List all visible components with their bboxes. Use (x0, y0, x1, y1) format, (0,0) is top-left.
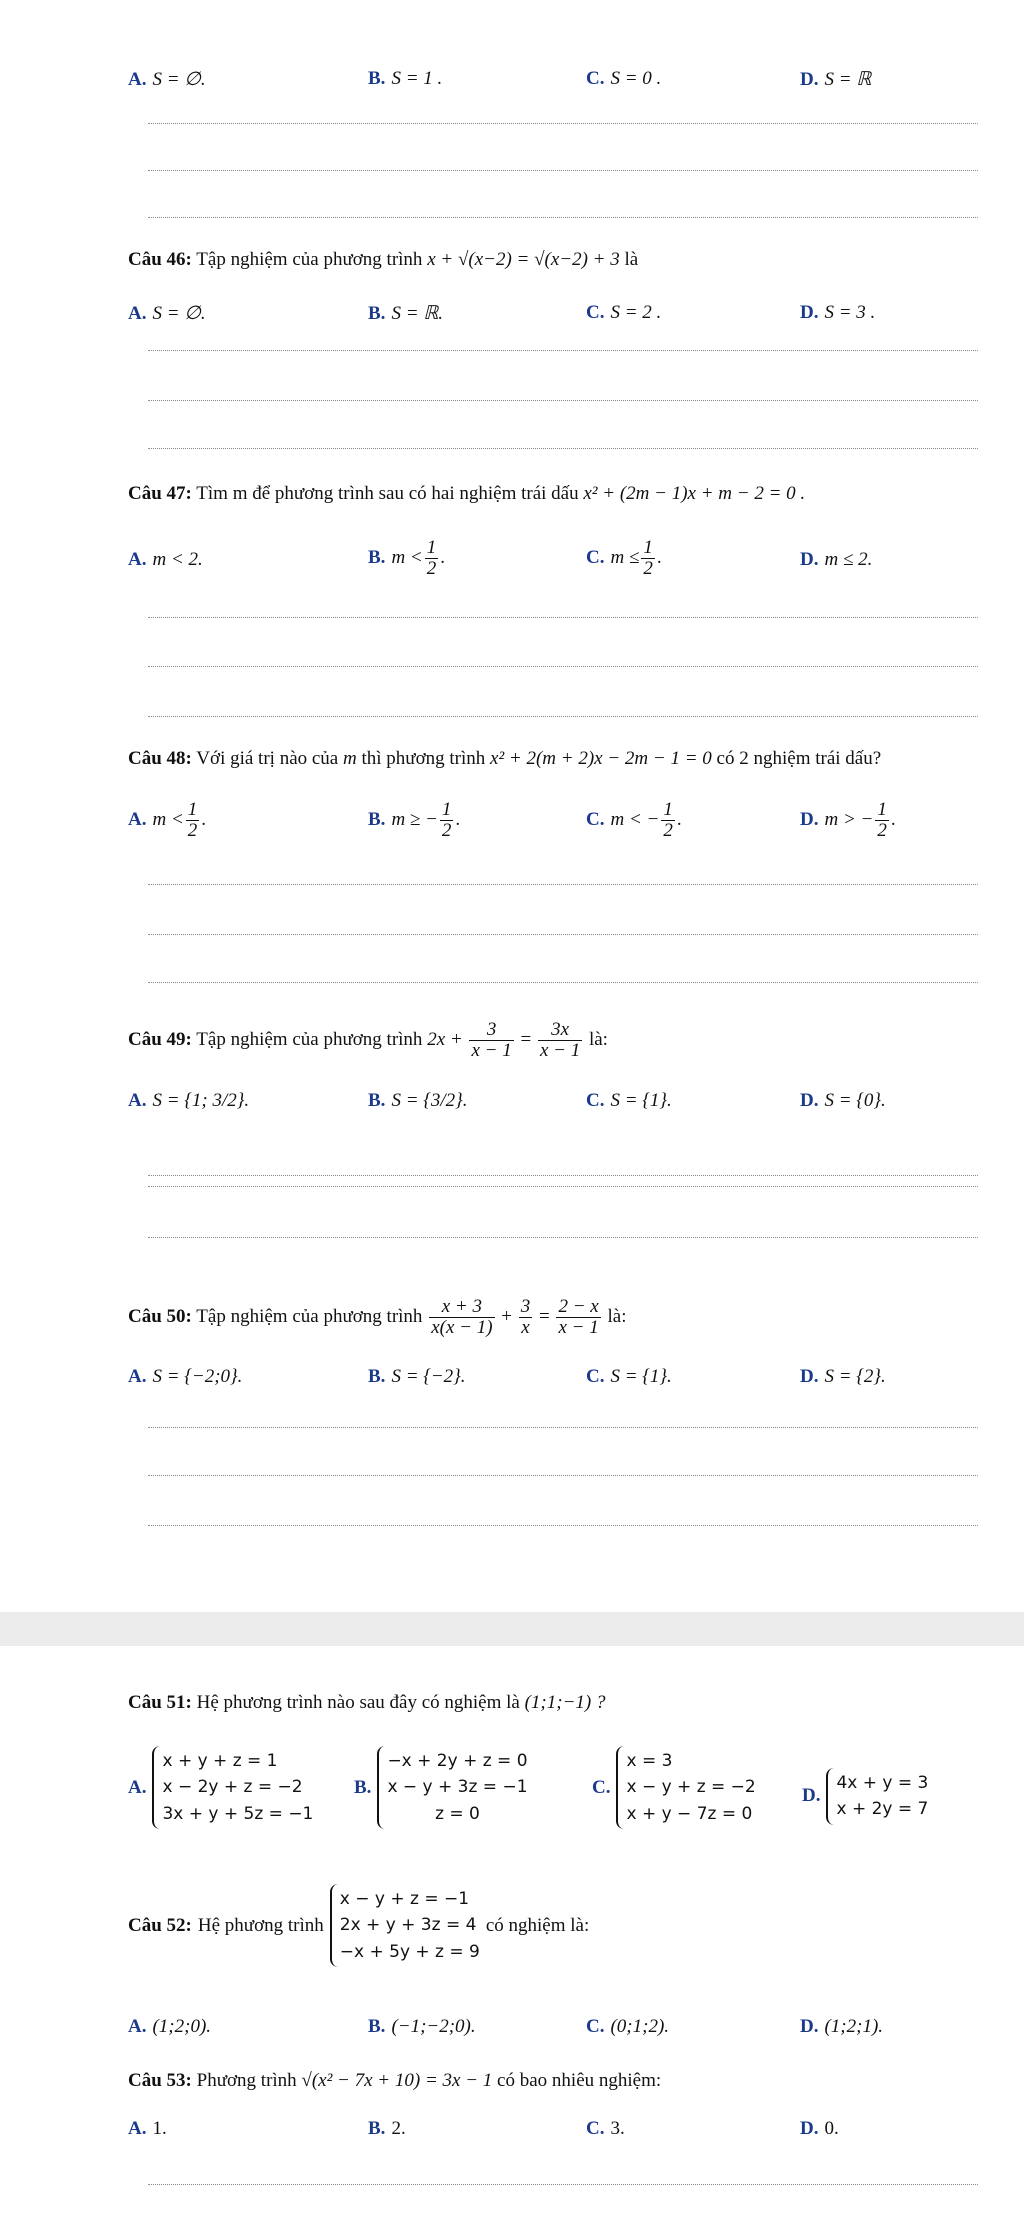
question-text: là: (588, 1028, 608, 1050)
q45-option-b[interactable] (368, 68, 442, 90)
option-label: B. (368, 1366, 386, 1387)
q51-option-c[interactable] (592, 1746, 756, 1829)
question-text: Hệ phương trình nào sau đây có nghiệm là (196, 1692, 520, 1713)
option-label: C. (586, 2016, 605, 2037)
denominator: 2 (643, 557, 653, 579)
option-text: m < 2. (152, 549, 203, 570)
answer-line (148, 884, 978, 885)
equation: −x + 5y + z = 9 (339, 1941, 480, 1962)
question-equation: √(x² − 7x + 10) = 3x − 1 (301, 2070, 493, 2091)
q50-option-a[interactable] (128, 1366, 242, 1388)
numerator: 3 (520, 1296, 531, 1317)
option-label: B. (368, 68, 386, 89)
option-label: A. (128, 1366, 147, 1387)
q47-option-a[interactable] (128, 549, 203, 571)
equation: x − y + 3z = −1 (387, 1777, 528, 1798)
equation: x − y + z = −1 (339, 1889, 470, 1909)
fraction (425, 538, 439, 579)
option-label: B. (368, 546, 386, 568)
option-label: D. (800, 2118, 819, 2139)
option-text: S = ∅. (152, 69, 206, 90)
denominator: 2 (663, 819, 673, 841)
question-text: Tập nghiệm của phương trình (196, 1305, 423, 1327)
question-text: Hệ phương trình (197, 1914, 324, 1936)
option-label: A. (128, 808, 147, 830)
question-text: có 2 nghiệm trái dấu? (716, 748, 882, 769)
denominator: x (521, 1316, 530, 1338)
q46-option-d[interactable] (800, 302, 875, 324)
answer-line (148, 1475, 978, 1476)
option-text: S = {3/2}. (391, 1090, 468, 1111)
equation: −x + 2y + z = 0 (387, 1751, 528, 1771)
numerator: 1 (426, 537, 437, 558)
question-text: Tập nghiệm của phương trình (196, 249, 423, 270)
question-equation: x² + (2m − 1)x + m − 2 = 0 . (583, 483, 806, 504)
numerator: 1 (877, 799, 887, 820)
equation-term: 2x + (427, 1028, 463, 1050)
option-text: m ≤ (610, 546, 640, 568)
option-text: S = {0}. (824, 1090, 886, 1111)
q52-option-a[interactable] (128, 2016, 211, 2038)
fraction (641, 538, 655, 579)
question-equation: x + √(x−2) = √(x−2) + 3 (427, 249, 620, 270)
option-label: C. (586, 1366, 605, 1387)
equation-system (152, 1746, 313, 1829)
question-text: Với giá trị nào của (196, 748, 339, 769)
option-label: B. (368, 2016, 386, 2037)
equation: z = 0 (435, 1803, 480, 1824)
question-text: Tìm m để phương trình sau có hai nghiệm trái dấu (196, 483, 579, 504)
numerator: 3x (538, 1020, 582, 1041)
q52-option-d[interactable] (800, 2016, 883, 2038)
answer-line (148, 123, 978, 124)
option-label: A. (128, 2016, 147, 2037)
denominator: x − 1 (539, 1039, 581, 1061)
numerator: 2 − x (558, 1296, 599, 1317)
equation: x + y − 7z = 0 (626, 1803, 753, 1824)
equation: x + 2y = 7 (836, 1799, 929, 1820)
q45-option-a[interactable] (128, 68, 206, 91)
equation: x = 3 (626, 1751, 673, 1771)
option-label: A. (128, 303, 147, 324)
option-label: C. (586, 808, 605, 830)
option-label: B. (368, 808, 386, 830)
option-label: D. (800, 808, 819, 830)
fraction (556, 1297, 600, 1338)
q47-option-d[interactable] (800, 549, 872, 571)
option-text: S = ∅. (152, 303, 206, 324)
question-text: có bao nhiêu nghiệm: (497, 2070, 662, 2091)
option-text: S = {−2}. (391, 1366, 466, 1387)
numerator: 1 (187, 799, 198, 820)
option-label: B. (368, 1090, 386, 1111)
numerator: 3 (469, 1020, 513, 1041)
fraction (469, 1020, 513, 1061)
denominator: 2 (441, 819, 452, 841)
question-variable: m (343, 748, 357, 769)
q53-option-d[interactable] (800, 2118, 839, 2140)
answer-line (148, 170, 978, 171)
option-label: D. (802, 1785, 821, 1807)
fraction (440, 800, 454, 841)
option-text: (1;2;1). (824, 2016, 884, 2037)
option-text: S = {1}. (610, 1366, 672, 1387)
question-48 (128, 748, 881, 770)
q48-option-c[interactable]: C. m < − $\frac{1}{2}$ . (586, 799, 682, 841)
equation: 2x + y + 3z = 4 (339, 1915, 477, 1936)
q48-option-a[interactable]: A. m < $\frac{1}{2}$ . (128, 799, 207, 841)
answer-line (148, 400, 978, 401)
fraction (519, 1297, 533, 1338)
question-number: Câu 53: (128, 2070, 192, 2091)
q45-option-c[interactable] (586, 68, 661, 90)
q48-option-d[interactable]: D. m > − $\frac{1}{2}$ . (800, 799, 896, 841)
question-46 (128, 249, 638, 271)
option-label: C. (586, 68, 605, 89)
option-label: B. (354, 1776, 372, 1798)
answer-line (148, 2184, 978, 2185)
option-label: C. (586, 2118, 605, 2139)
option-label: A. (128, 2118, 147, 2139)
option-text: S = {2}. (824, 1366, 886, 1387)
option-label: D. (800, 302, 819, 323)
option-label: A. (128, 549, 147, 570)
option-text: S = {−2;0}. (152, 1366, 243, 1387)
q46-option-b[interactable] (368, 302, 443, 325)
answer-line (148, 1237, 978, 1238)
fraction (429, 1297, 494, 1338)
answer-line (148, 448, 978, 449)
option-label: A. (128, 69, 147, 90)
option-text: S = {1}. (610, 1090, 672, 1111)
answer-line (148, 1186, 978, 1187)
question-number: Câu 50: (128, 1305, 192, 1327)
q46-option-c[interactable] (586, 302, 661, 324)
q53-option-c[interactable] (586, 2118, 625, 2140)
equation: x + y + z = 1 (162, 1751, 278, 1771)
numerator: x + 3 (429, 1297, 494, 1318)
question-text: Tập nghiệm của phương trình (196, 1028, 423, 1050)
equation-system (826, 1768, 928, 1825)
equals-sign: = (539, 1305, 550, 1327)
denominator: x − 1 (471, 1039, 512, 1061)
option-label: C. (586, 1090, 605, 1111)
q52-option-b[interactable] (368, 2016, 476, 2038)
option-text: 3. (610, 2118, 625, 2139)
q51-option-d[interactable] (802, 1768, 928, 1825)
fraction (875, 800, 889, 841)
answer-line (148, 217, 978, 218)
option-text: m < − (610, 808, 660, 830)
q50-option-b[interactable] (368, 1366, 466, 1388)
q47-option-b[interactable]: B. m < $\frac{1}{2}$ . (368, 537, 445, 579)
question-text: là: (607, 1305, 627, 1327)
option-text: S = ℝ (824, 69, 872, 90)
option-text: 2. (391, 2118, 406, 2139)
option-text: S = ℝ. (391, 303, 444, 324)
answer-line (148, 1525, 978, 1526)
option-label: D. (800, 1366, 819, 1387)
question-equation: x² + 2(m + 2)x − 2m − 1 = 0 (490, 748, 712, 769)
equation-system (616, 1746, 755, 1829)
denominator: 2 (426, 557, 437, 579)
equation: 3x + y + 5z = −1 (162, 1803, 314, 1824)
question-point: (1;1;−1) ? (524, 1692, 606, 1713)
q48-option-b[interactable]: B. m ≥ − $\frac{1}{2}$ . (368, 799, 461, 841)
fraction (186, 800, 200, 841)
question-text: thì phương trình (361, 748, 486, 769)
q47-option-c[interactable]: C. m ≤ $\frac{1}{2}$ . (586, 537, 662, 579)
answer-line (148, 1427, 978, 1428)
q50-option-d[interactable] (800, 1366, 886, 1388)
equation: x − 2y + z = −2 (162, 1777, 303, 1798)
question-52 (128, 1884, 589, 1967)
q45-option-d[interactable] (800, 68, 871, 91)
denominator: 2 (187, 819, 198, 841)
option-text: (0;1;2). (610, 2016, 670, 2037)
option-text: m < (152, 808, 184, 830)
question-number: Câu 48: (128, 748, 192, 769)
answer-line (148, 934, 978, 935)
option-text: m < (391, 546, 423, 568)
question-53 (128, 2070, 661, 2092)
question-text: Phương trình (196, 2070, 297, 2091)
q53-option-a[interactable] (128, 2118, 167, 2140)
answer-line (148, 350, 978, 351)
option-label: D. (800, 549, 819, 570)
option-text: (−1;−2;0). (391, 2016, 476, 2037)
fraction (661, 800, 675, 841)
q51-option-b[interactable] (354, 1746, 528, 1829)
q49-option-b[interactable] (368, 1090, 467, 1112)
question-50 (128, 1297, 626, 1338)
option-label: D. (800, 69, 819, 90)
option-text: S = 1 . (391, 68, 443, 89)
denominator: x − 1 (558, 1316, 599, 1338)
q49-option-c[interactable] (586, 1090, 672, 1112)
equation: 4x + y = 3 (836, 1773, 929, 1793)
equation: x − y + z = −2 (626, 1777, 756, 1798)
option-text: S = 3 . (824, 302, 876, 323)
denominator: 2 (877, 819, 887, 841)
denominator: x(x − 1) (431, 1316, 493, 1338)
option-text: (1;2;0). (152, 2016, 212, 2037)
q53-option-b[interactable] (368, 2118, 406, 2140)
option-label: D. (800, 2016, 819, 2037)
question-number: Câu 51: (128, 1692, 192, 1713)
question-number: Câu 52: (128, 1914, 192, 1936)
page-sheet-2 (0, 1646, 1024, 2217)
option-label: C. (586, 546, 605, 568)
option-text: m ≤ 2. (824, 549, 873, 570)
q50-option-c[interactable] (586, 1366, 672, 1388)
question-47 (128, 483, 805, 505)
answer-line (148, 617, 978, 618)
question-number: Câu 49: (128, 1028, 192, 1050)
numerator: 1 (643, 537, 653, 558)
q52-option-c[interactable] (586, 2016, 669, 2038)
question-text: là (624, 249, 639, 270)
answer-line (148, 716, 978, 717)
question-49 (128, 1020, 608, 1061)
question-text: có nghiệm là: (485, 1914, 590, 1936)
option-text: S = {1; 3/2}. (152, 1090, 250, 1111)
option-label: B. (368, 303, 386, 324)
option-label: A. (128, 1090, 147, 1111)
option-label: C. (592, 1776, 611, 1798)
option-text: 0. (824, 2118, 839, 2139)
option-text: S = 0 . (610, 68, 662, 89)
answer-line (148, 1175, 978, 1176)
question-51 (128, 1692, 605, 1714)
equation-system (330, 1884, 480, 1967)
numerator: 1 (441, 799, 452, 820)
fraction (538, 1020, 582, 1061)
option-label: A. (128, 1776, 147, 1798)
q46-option-a[interactable] (128, 302, 206, 325)
answer-line (148, 982, 978, 983)
option-text: m ≥ − (391, 808, 438, 830)
q49-option-d[interactable] (800, 1090, 886, 1112)
answer-line (148, 666, 978, 667)
plus-sign: + (501, 1305, 512, 1327)
option-text: S = 2 . (610, 302, 662, 323)
option-label: B. (368, 2118, 386, 2139)
equation-system (377, 1746, 527, 1829)
question-number: Câu 47: (128, 483, 192, 504)
q51-option-a[interactable] (128, 1746, 313, 1829)
option-text: 1. (152, 2118, 167, 2139)
option-label: D. (800, 1090, 819, 1111)
numerator: 1 (663, 799, 673, 820)
option-label: C. (586, 302, 605, 323)
equals-sign: = (520, 1028, 532, 1050)
question-number: Câu 46: (128, 249, 192, 270)
q49-option-a[interactable] (128, 1090, 249, 1112)
option-text: m > − (824, 808, 874, 830)
